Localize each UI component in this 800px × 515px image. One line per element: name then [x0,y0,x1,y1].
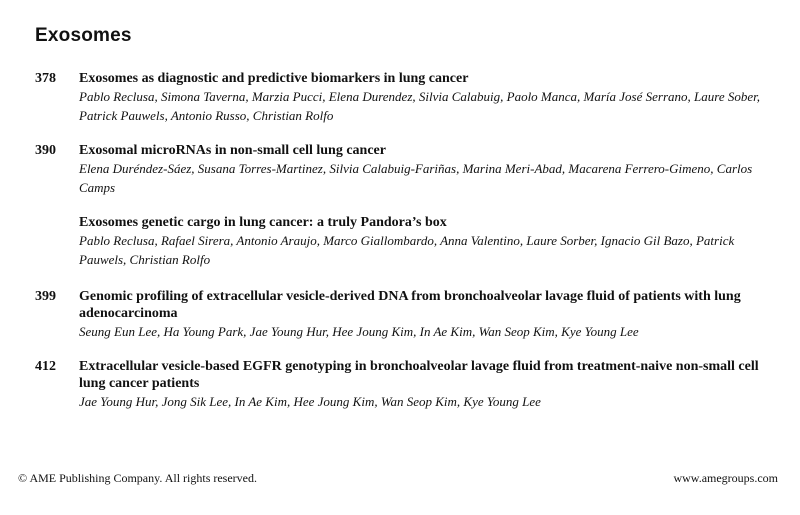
toc-entry[interactable] [35,288,775,341]
toc-entry[interactable] [35,214,775,269]
toc-entry[interactable] [35,358,775,411]
article-authors: Elena Duréndez-Sáez, Susana Torres-Martinez, Silvia Calabuig-Fariñas, Marina Meri-Abad, Macarena Ferrero-Gimeno, Carlos Camps [79,161,753,195]
toc-entry[interactable] [35,70,775,125]
entry-body [79,142,775,197]
article-title[interactable]: Extracellular vesicle-based EGFR genotyping in bronchoalveolar lavage fluid from treatment-naive non-small cell lung cancer patients [79,359,759,391]
entry-body [79,288,775,341]
entry-body [79,214,775,269]
page-number: 390 [35,143,56,158]
article-title[interactable]: Exosomal microRNAs in non-small cell lung cancer [79,143,386,158]
article-title[interactable]: Genomic profiling of extracellular vesicle-derived DNA from bronchoalveolar lavage fluid of patients with lung adenocarcinoma [79,289,741,321]
article-title[interactable]: Exosomes as diagnostic and predictive biomarkers in lung cancer [79,71,469,86]
page-number: 378 [35,71,56,86]
toc-entry[interactable] [35,142,775,197]
section-title: Exosomes [35,25,132,46]
website-link[interactable]: www.amegroups.com [673,471,778,485]
article-authors: Pablo Reclusa, Rafael Sirera, Antonio Araujo, Marco Giallombardo, Anna Valentino, Laure Sorber, Ignacio Gil Bazo, Patrick Pauwels, Christian Rolfo [79,233,735,267]
toc-list [35,70,775,411]
article-authors: Seung Eun Lee, Ha Young Park, Jae Young Hur, Hee Joung Kim, In Ae Kim, Wan Seop Kim, Kye Young Lee [79,324,639,339]
article-title[interactable]: Exosomes genetic cargo in lung cancer: a truly Pandora’s box [79,215,447,230]
copyright-notice: © AME Publishing Company. All rights reserved. [18,471,257,485]
page-number: 399 [35,289,56,304]
entry-body [79,70,775,125]
page-number: 412 [35,359,56,374]
article-authors: Pablo Reclusa, Simona Taverna, Marzia Pucci, Elena Durendez, Silvia Calabuig, Paolo Manca, María José Serrano, Laure Sober, Patrick Pauwels, Antonio Russo, Christian Rolfo [79,89,760,123]
entry-body [79,358,775,411]
article-authors: Jae Young Hur, Jong Sik Lee, In Ae Kim, Hee Joung Kim, Wan Seop Kim, Kye Young Lee [79,394,541,409]
